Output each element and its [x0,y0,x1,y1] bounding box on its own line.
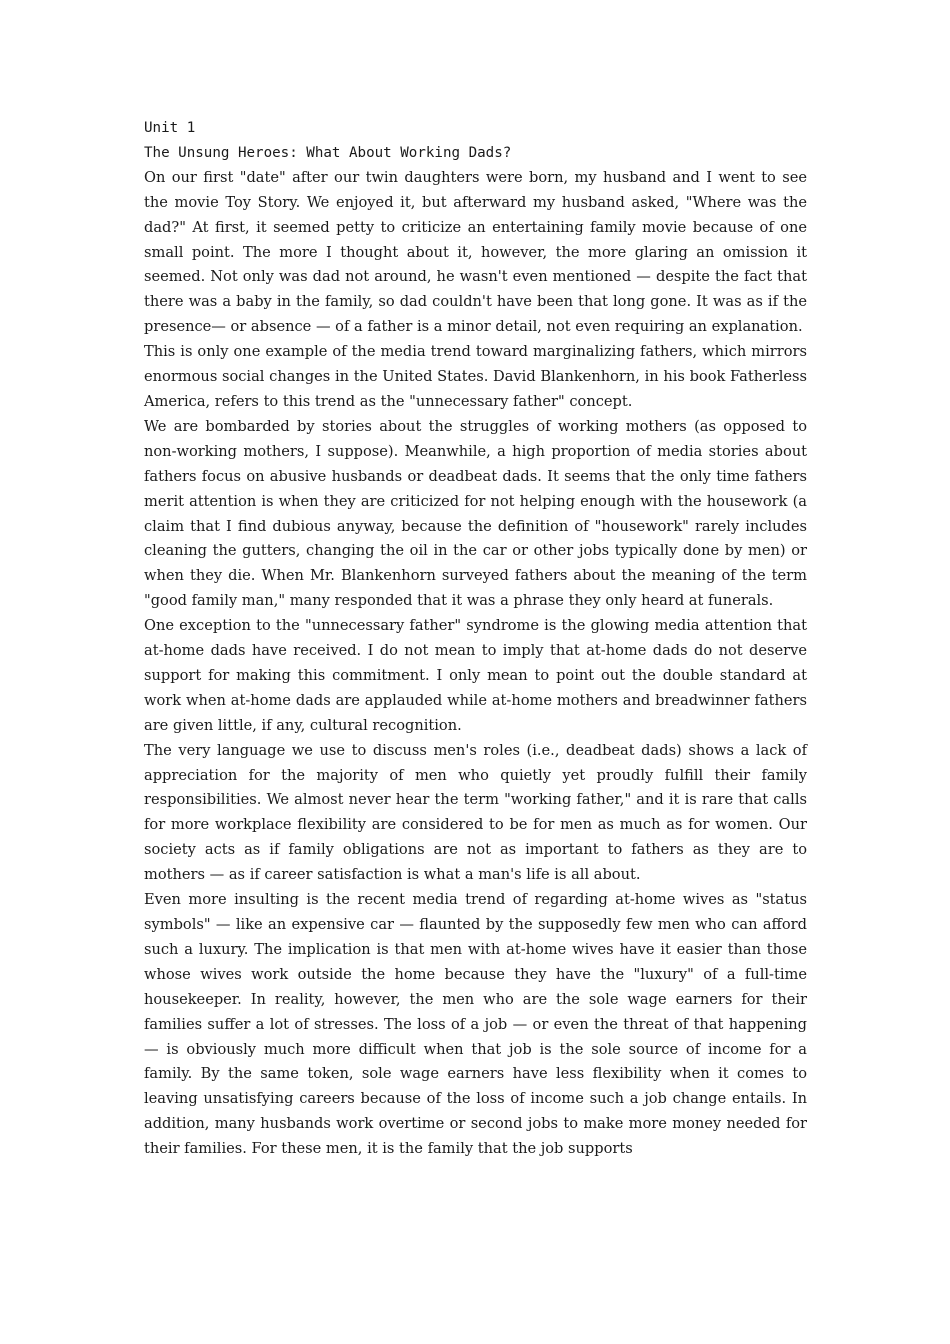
paragraph-2: This is only one example of the media trend toward marginalizing fathers, which mirrors enormous social changes in the United States. David Blankenhorn, in his book Fatherless America, refers to this trend as the "unnecessary father" concept. [144,343,807,410]
paragraph-4: One exception to the "unnecessary father" syndrome is the glowing media attention that at-home dads have received. I do not mean to imply that at-home dads do not deserve support for making this commitment. I only mean to point out the double standard at work when at-home dads are applauded while at-home mothers and breadwinner fathers are given little, if any, cultural recognition. [144,617,807,734]
paragraph-5: The very language we use to discuss men's roles (i.e., deadbeat dads) shows a lack of appreciation for the majority of men who quietly yet proudly fulfill their family responsibilities. We almost never hear the term "working father," and it is rare that calls for more workplace flexibility are considered to be for men as much as for women. Our society acts as if family obligations are not as important to fathers as they are to mothers — as if career satisfaction is what a man's life is all about. [144,741,807,884]
paragraph-3: We are bombarded by stories about the struggles of working mothers (as opposed to non-working mothers, I suppose). Meanwhile, a high proportion of media stories about fathers focus on abusive husbands or deadbeat dads. It seems that the only time fathers merit attention is when they are criticized for not helping enough with the housework (a claim that I find dubious anyway, because the definition of "housework" rarely includes cleaning the gutters, changing the oil in the car or other jobs typically done by men) or when they die. When Mr. Blankenhorn surveyed fathers about the meaning of the term "good family man," many responded that it was a phrase they only heard at funerals. [144,417,807,610]
document-page [144,116,807,1162]
paragraph-6: Even more insulting is the recent media trend of regarding at-home wives as "status symbols" — like an expensive car — flaunted by the supposedly few men who can afford such a luxury. The implication is that men with at-home wives have it easier than those whose wives work outside the home because they have the "luxury" of a full-time housekeeper. In reality, however, the men who are the sole wage earners for their families suffer a lot of stresses. The loss of a job — or even the threat of that happening — is obviously much more difficult when that job is the sole source of income for a family. By the same token, sole wage earners have less flexibility when it comes to leaving unsatisfying careers because of the loss of income such a job change entails. In addition, many husbands work overtime or second jobs to make more money needed for their families. For these men, it is the family that the job supports [144,891,807,1158]
unit-label: Unit 1 [144,120,196,136]
document-title: The Unsung Heroes: What About Working Dads? [144,144,512,161]
paragraph-1: On our first "date" after our twin daughters were born, my husband and I went to see the movie Toy Story. We enjoyed it, but afterward my husband asked, "Where was the dad?" At first, it seemed petty to criticize an entertaining family movie because of one small point. The more I thought about it, however, the more glaring an omission it seemed. Not only was dad not around, he wasn't even mentioned — despite the fact that there was a baby in the family, so dad couldn't have been that long gone. It was as if the presence— or absence — of a father is a minor detail, not even requiring an explanation. [144,168,807,336]
